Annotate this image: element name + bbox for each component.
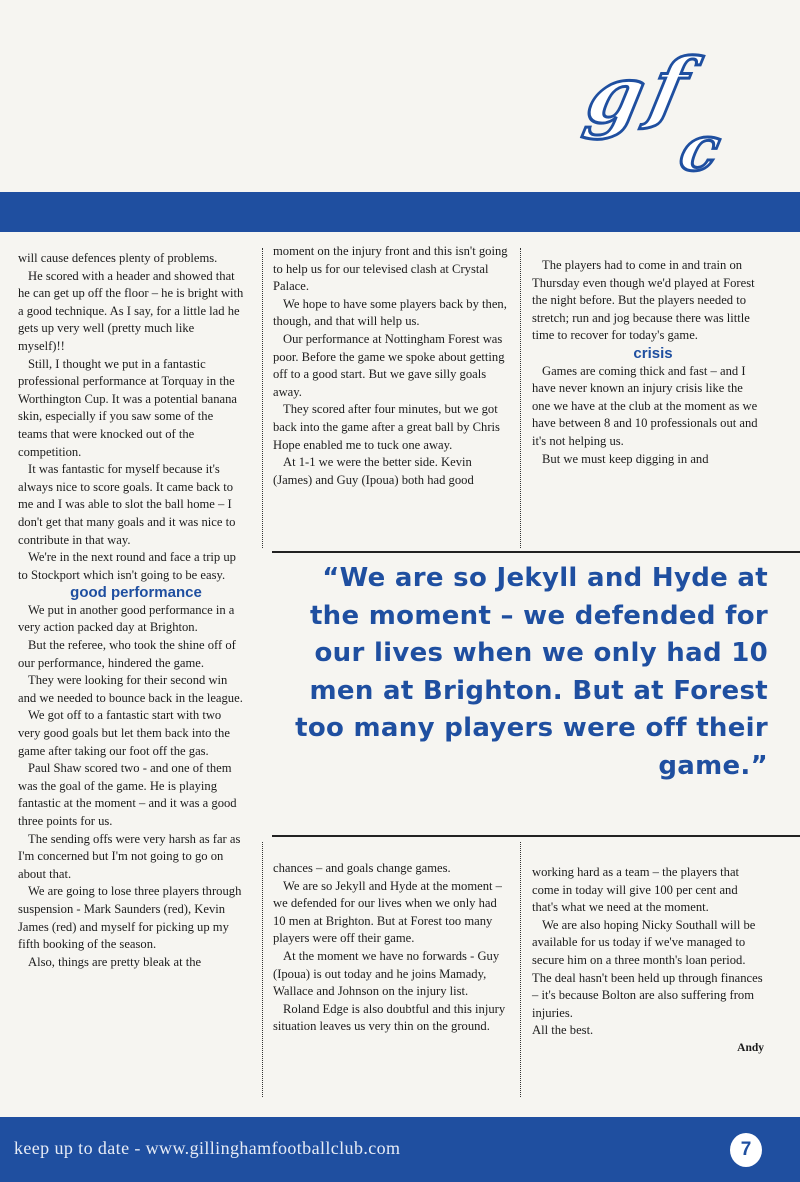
paragraph: We are so Jekyll and Hyde at the moment – we defended for our lives when we only had 10 men at Brighton. But at Forest too many players were off their game. — [273, 878, 502, 946]
quote-rule-top — [272, 551, 800, 553]
pull-quote: “We are so Jekyll and Hyde at the moment – we defended for our lives when we only had 10 men at Brighton. But at Forest too many players were off their game.” — [295, 563, 768, 781]
paragraph: Also, things are pretty bleak at the — [28, 954, 202, 969]
article-column-1 — [18, 250, 244, 971]
column-divider — [262, 248, 263, 548]
svg-text:g: g — [579, 48, 654, 141]
paragraph: All the best. — [532, 1023, 594, 1038]
article-column-2-top — [273, 243, 509, 489]
paragraph: Paul Shaw scored two - and one of them was the goal of the game. He is playing fantastic at the moment – and it was a good three points for us. — [18, 761, 237, 828]
paragraph: The deal hasn't been held up through finances – it's because Bolton are also suffering from injuries. — [532, 970, 763, 1020]
paragraph: will cause defences plenty of problems. — [18, 251, 218, 265]
paragraph: They scored after four minutes, but we got back into the game after a great ball by Chris Hope enabled me to tuck one away. — [273, 402, 500, 452]
paragraph: At the moment we have no forwards - Guy (Ipoua) is out today and he joins Mamady, Wallace and Johnson on the injury list. — [273, 948, 500, 999]
quote-rule-bottom — [272, 835, 800, 837]
paragraph: Games are coming thick and fast – and I have never known an injury crisis like the one we have at the club at the moment as we have between 8 and 10 professionals out and it's not helping us. — [532, 363, 758, 448]
footer-website-link[interactable]: keep up to date - www.gillinghamfootballclub.com — [14, 1138, 401, 1158]
author-signature: Andy — [737, 1041, 764, 1054]
paragraph: We put in another good performance in a very action packed day at Brighton. — [18, 602, 235, 635]
paragraph: It was fantastic for myself because it's always nice to score goals. It came back to me and I was able to slot the ball home – I don't get that many goals and it was nice to contribute in that way. — [18, 462, 236, 547]
paragraph: But the referee, who took the shine off of our performance, hindered the game. — [18, 638, 236, 670]
column-divider — [262, 842, 263, 1097]
column-divider — [520, 842, 521, 1097]
page-number-badge: 7 — [730, 1133, 762, 1167]
paragraph: But we must keep digging in and — [542, 451, 709, 466]
article-column-3-top — [532, 257, 764, 468]
svg-text:c: c — [673, 111, 728, 185]
gfc-logo — [579, 40, 790, 185]
paragraph: We are also hoping Nicky Southall will be available for us today if we've managed to secure him on a three month's loan period. — [532, 917, 756, 967]
paragraph: We're in the next round and face a trip up to Stockport which isn't going to be easy. — [18, 550, 236, 582]
subheading-good-performance: good performance — [70, 584, 202, 602]
paragraph: chances – and goals change games. — [273, 861, 451, 875]
paragraph: Our performance at Nottingham Forest was poor. Before the game we spoke about getting off to a good start. But we gave silly goals away. — [273, 331, 505, 399]
paragraph: The sending offs were very harsh as far as I'm concerned but I'm not going to go on about that. — [18, 831, 241, 881]
paragraph: We got off to a fantastic start with two very good goals but let them back into the game after taking our foot off the gas. — [18, 708, 230, 758]
paragraph: Roland Edge is also doubtful and this injury situation leaves us very thin on the ground. — [273, 1001, 506, 1034]
paragraph: moment on the injury front and this isn't going to help us for our televised clash at Crystal Palace. — [273, 244, 508, 294]
paragraph: He scored with a header and showed that he can get up off the floor – he is bright with a good technique. As I say, for a little lad he gets up very well (pretty much like myself)!! — [18, 268, 244, 353]
paragraph: We are going to lose three players through suspension - Mark Saunders (red), Kevin James (red) and myself for picking up my fifth booking of the season. — [18, 884, 242, 952]
paragraph: They were looking for their second win and we needed to bounce back in the league. — [18, 673, 243, 705]
footer-band — [0, 1117, 800, 1182]
svg-text:f: f — [642, 40, 696, 133]
header-band — [0, 192, 800, 232]
paragraph: We hope to have some players back by then, though, and that will help us. — [273, 296, 507, 329]
subheading-crisis: crisis — [633, 344, 673, 362]
column-divider — [520, 248, 521, 548]
paragraph: Still, I thought we put in a fantastic professional performance at Torquay in the Worthington Cup. It was a potential banana skin, especially if you saw some of the teams that were knocked out of the competition. — [18, 356, 237, 459]
paragraph: At 1-1 we were the better side. Kevin (James) and Guy (Ipoua) both had good — [273, 455, 474, 487]
paragraph: The players had to come in and train on Thursday even though we'd played at Forest the night before. But the players needed to stretch; run and jog because there was little time to recover for today's game. — [532, 258, 755, 343]
article-column-3-bottom — [532, 864, 764, 1058]
article-column-2-bottom — [273, 860, 509, 1036]
paragraph: working hard as a team – the players that come in today will give 100 per cent and that's what we need at the moment. — [532, 865, 740, 915]
